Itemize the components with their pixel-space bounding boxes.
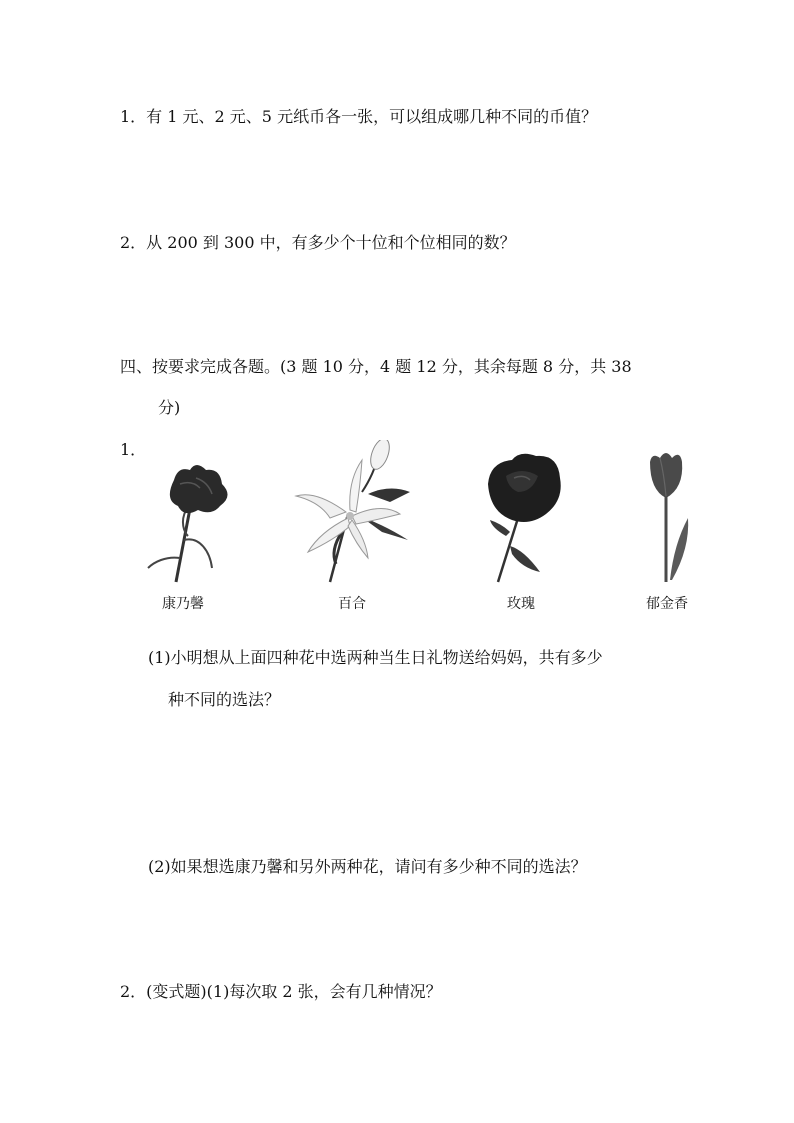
flower-tulip xyxy=(640,440,710,612)
flower-label-tulip: 郁金香 xyxy=(646,596,688,612)
section-4-heading: 四、按要求完成各题。(3 题 10 分，4 题 12 分，其余每题 8 分，共 38 xyxy=(120,357,632,376)
question-4-2: 2．(变式题)(1)每次取 2 张，会有几种情况？ xyxy=(120,982,442,1001)
tulip-icon xyxy=(640,440,710,590)
lily-icon xyxy=(290,440,420,590)
flower-label-rose: 玫瑰 xyxy=(507,596,535,612)
question-4-1-part-2: (2)如果想选康乃馨和另外两种花，请问有多少种不同的选法？ xyxy=(148,857,587,876)
carnation-icon xyxy=(140,440,240,590)
question-4-1-part-1-continued: 种不同的选法？ xyxy=(168,690,281,709)
flower-label-carnation: 康乃馨 xyxy=(162,596,204,612)
section-4-heading-continued: 分) xyxy=(158,398,181,417)
flower-label-lily: 百合 xyxy=(338,596,366,612)
question-3-2: 2．从 200 到 300 中，有多少个十位和个位相同的数？ xyxy=(120,233,516,252)
flower-rose xyxy=(480,440,570,612)
question-3-1: 1．有 1 元、2 元、5 元纸币各一张，可以组成哪几种不同的币值？ xyxy=(120,107,598,126)
question-4-1-number: 1． xyxy=(120,440,147,459)
rose-icon xyxy=(480,440,570,590)
question-4-1-part-1: (1)小明想从上面四种花中选两种当生日礼物送给妈妈，共有多少 xyxy=(148,648,603,667)
flower-lily xyxy=(290,440,420,612)
flower-carnation xyxy=(140,440,240,612)
